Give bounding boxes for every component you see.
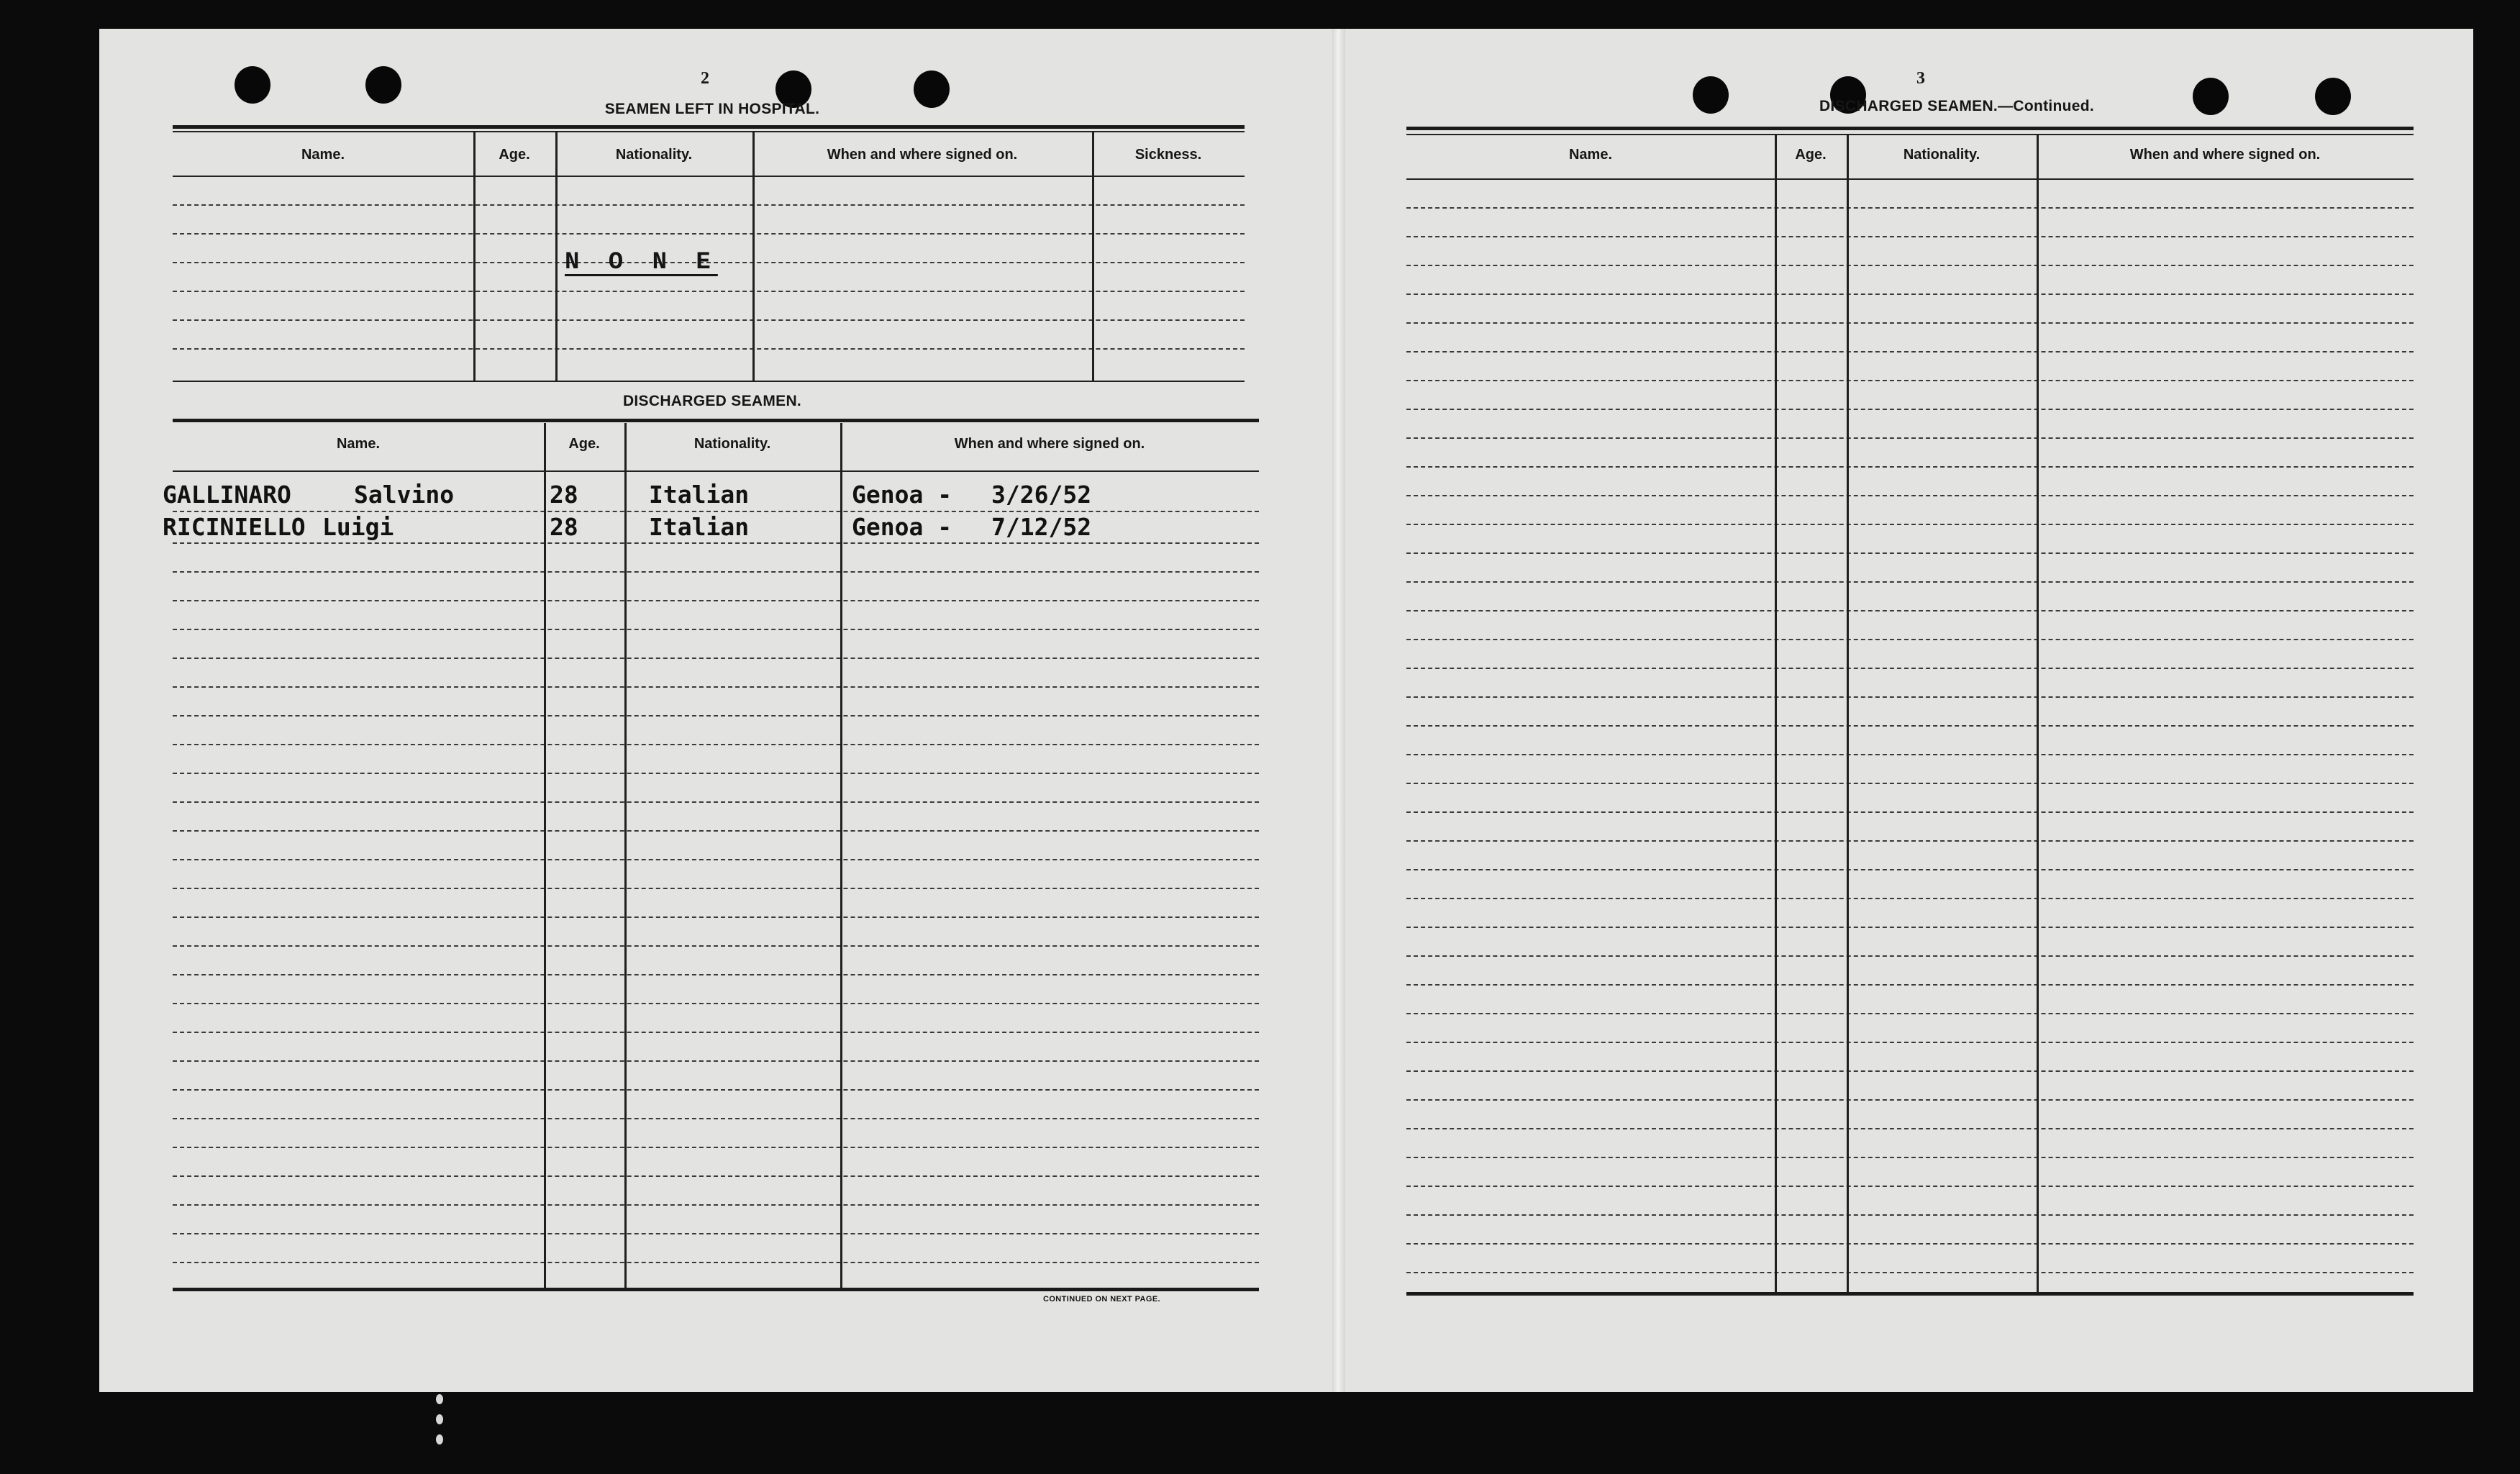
signed-on-date: 7/12/52 [991, 513, 1092, 541]
punch-hole [235, 66, 270, 104]
hospital-section-title: SEAMEN LEFT IN HOSPITAL. [604, 101, 820, 117]
column-header-sickness: Sickness. [1134, 147, 1202, 163]
page-number: 3 [1916, 69, 1925, 88]
column-header-nationality: Nationality. [693, 436, 771, 452]
none-entry: N O N E [565, 249, 718, 276]
signed-on-place: Genoa - [852, 513, 952, 541]
film-speck [436, 1414, 443, 1424]
discharged-section-title: DISCHARGED SEAMEN. [622, 393, 802, 409]
discharged-continued-title: DISCHARGED SEAMEN.—Continued. [1819, 98, 2095, 114]
column-header-name: Name. [1568, 147, 1613, 163]
continued-note: CONTINUED ON NEXT PAGE. [1043, 1295, 1161, 1304]
film-speck [436, 1394, 443, 1404]
punch-hole [2315, 78, 2351, 115]
punch-hole [365, 66, 401, 104]
column-header-age: Age. [499, 147, 530, 163]
page-number: 2 [701, 69, 709, 88]
signed-on-place: Genoa - [852, 481, 952, 509]
seaman-age: 28 [550, 513, 578, 541]
column-header-nationality: Nationality. [615, 147, 693, 163]
column-header-name: Name. [301, 147, 345, 163]
column-header-age: Age. [1795, 147, 1827, 163]
column-header-signed-on: When and where signed on. [954, 436, 1145, 452]
film-speck [436, 1434, 443, 1445]
seaman-given-name: Salvino [354, 481, 455, 509]
page-fold [1332, 29, 1345, 1392]
column-header-name: Name. [336, 436, 381, 452]
column-header-nationality: Nationality. [1903, 147, 1980, 163]
column-header-signed-on: When and where signed on. [2129, 147, 2321, 163]
seaman-surname: GALLINARO [163, 481, 291, 509]
hospital-table [173, 125, 1245, 384]
column-header-signed-on: When and where signed on. [827, 147, 1018, 163]
signed-on-date: 3/26/52 [991, 481, 1092, 509]
discharged-continued-table [1406, 127, 2414, 1296]
discharged-table [173, 419, 1259, 1291]
column-header-age: Age. [568, 436, 600, 452]
seaman-age: 28 [550, 481, 578, 509]
seaman-nationality: Italian [649, 481, 750, 509]
seaman-given-name: Luigi [322, 513, 394, 541]
seaman-nationality: Italian [649, 513, 750, 541]
seaman-surname: RICINIELLO [163, 513, 306, 541]
